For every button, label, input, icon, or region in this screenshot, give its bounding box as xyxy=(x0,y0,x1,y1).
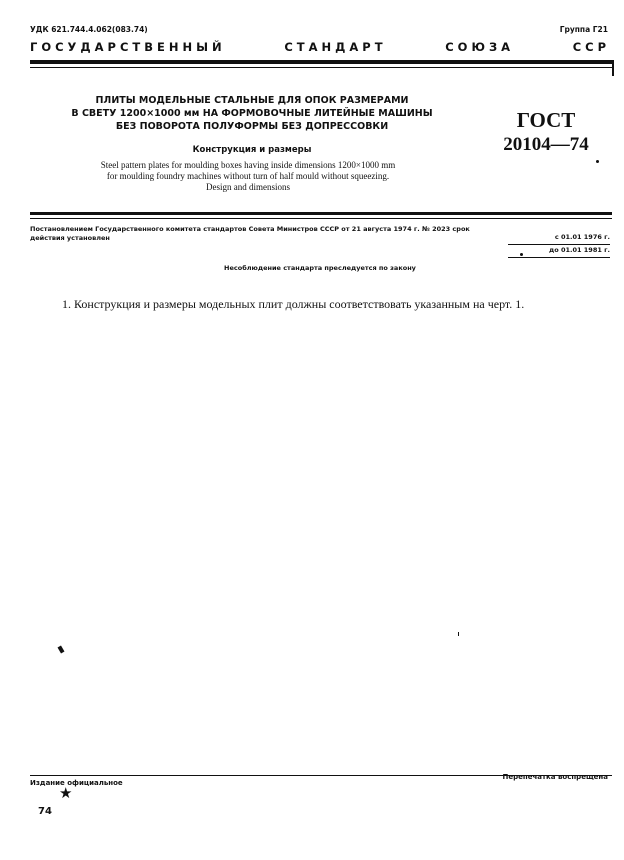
effective-date-from: с 01.01 1976 г. xyxy=(554,233,610,241)
title-ru xyxy=(66,94,438,133)
effective-date-to: до 01.01 1981 г. xyxy=(548,246,610,254)
state-standard-banner xyxy=(30,40,610,54)
subtitle-ru: Конструкция и размеры xyxy=(192,145,312,155)
decree-text xyxy=(30,225,486,243)
star-icon: ★ xyxy=(59,786,73,802)
top-thin-rule xyxy=(30,67,612,68)
title-en-line: Steel pattern plates for moulding boxes having inside dimensions 1200×1000 mm xyxy=(100,160,396,170)
print-speck xyxy=(458,632,459,636)
mid-thin-rule xyxy=(30,218,612,219)
title-en-line: for moulding foundry machines without turn of half mould without squeezing. xyxy=(106,171,390,181)
group-code: Группа Г21 xyxy=(559,25,608,34)
decree-line: Постановлением Государственного комитета стандартов Совета Министров СССР от 21 августа 1974 г. № 2023 срок xyxy=(30,225,470,233)
mid-thick-rule xyxy=(30,212,612,215)
udk-code: УДК 621.744.4.062(083.74) xyxy=(30,25,148,34)
official-edition-label: Издание официальное xyxy=(30,779,123,787)
title-en xyxy=(40,160,456,193)
gost-label: ГОСТ xyxy=(516,108,576,132)
banner-word: СТАНДАРТ xyxy=(284,40,387,54)
title-ru-line: БЕЗ ПОВОРОТА ПОЛУФОРМЫ БЕЗ ДОПРЕССОВКИ xyxy=(115,121,389,132)
gost-number: 20104—74 xyxy=(503,134,589,155)
banner-word: СОЮЗА xyxy=(445,40,515,54)
print-speck xyxy=(520,253,523,256)
edge-rule xyxy=(612,60,614,76)
law-note: Несоблюдение стандарта преследуется по закону xyxy=(224,264,416,272)
decree-line: действия установлен xyxy=(30,234,110,242)
clause-1: 1. Конструкция и размеры модельных плит должны соответствовать указанным на черт. 1. xyxy=(62,297,525,311)
banner-word: ГОСУДАРСТВЕННЫЙ xyxy=(30,40,226,54)
title-ru-line: ПЛИТЫ МОДЕЛЬНЫЕ СТАЛЬНЫЕ ДЛЯ ОПОК РАЗМЕРАМИ xyxy=(95,95,409,106)
title-en-line: Design and dimensions xyxy=(206,182,290,192)
page-number: 74 xyxy=(38,806,52,817)
date-underline xyxy=(508,257,610,258)
top-thick-rule xyxy=(30,60,612,64)
banner-word: ССР xyxy=(572,40,610,54)
print-speck xyxy=(58,645,65,653)
print-speck xyxy=(596,160,599,163)
reprint-prohibited-label: Перепечатка воспрещена xyxy=(502,773,608,781)
date-underline xyxy=(508,244,610,245)
title-ru-line: В СВЕТУ 1200×1000 мм НА ФОРМОВОЧНЫЕ ЛИТЕЙНЫЕ МАШИНЫ xyxy=(71,108,433,119)
